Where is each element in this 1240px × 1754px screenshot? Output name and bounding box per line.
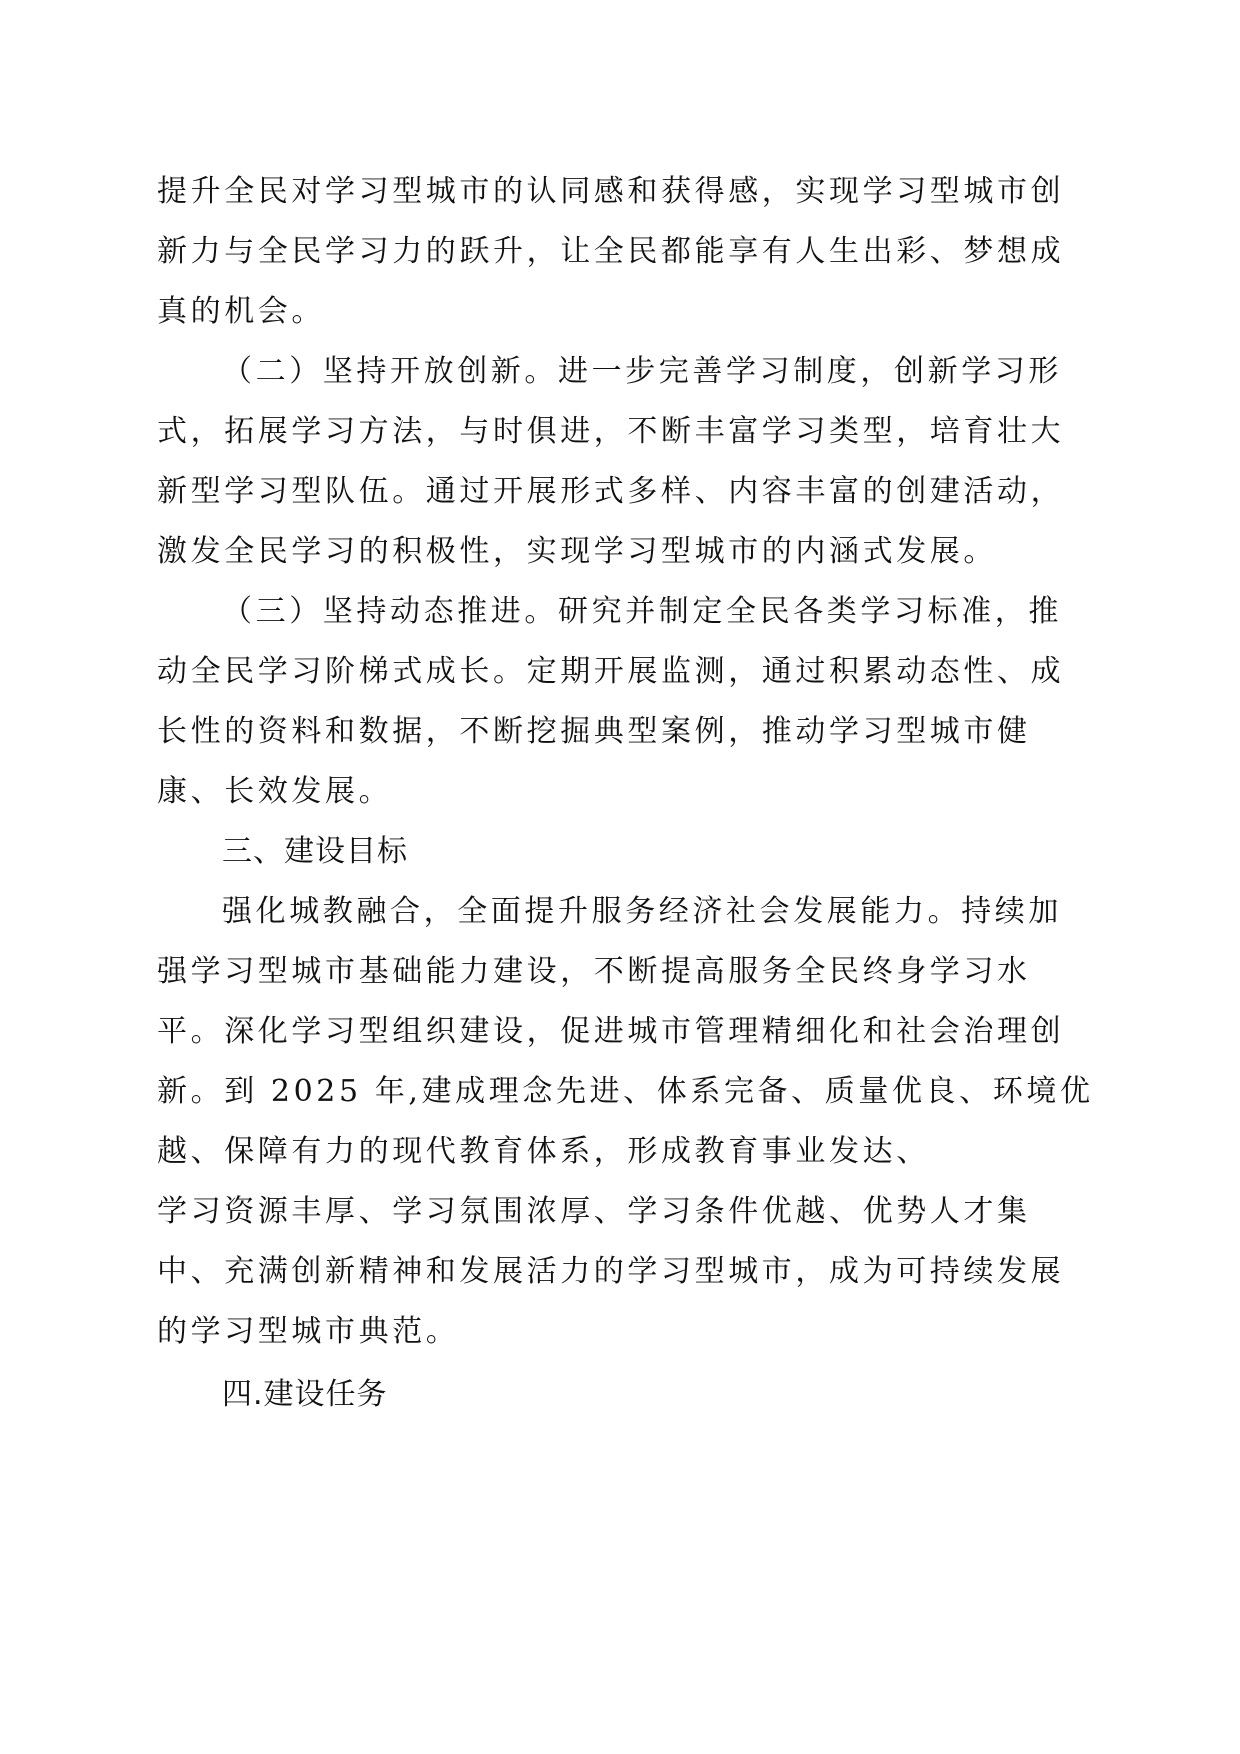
paragraph-2-line-1 (222, 352, 1062, 392)
paragraph-3-first-rest: 。研究并制定全民各类学习标准，推 (524, 594, 1063, 629)
section-heading-3: 三、建设目标 (222, 834, 408, 869)
paragraph-3-lead: （三）坚持动态推进 (222, 594, 525, 629)
paragraph-4-line-8: 的学习型城市典范。 (157, 1314, 460, 1349)
paragraph-3-line-2: 动全民学习阶梯式成长。定期开展监测，通过积累动态性、成 (157, 654, 1065, 689)
paragraph-4-line-1: 强化城教融合，全面提升服务经济社会发展能力。持续加 (222, 894, 1062, 929)
paragraph-3-line-3: 长性的资料和数据，不断挖掘典型案例，推动学习型城市健 (157, 714, 1031, 749)
paragraph-2-lead: （二）坚持开放创新 (222, 354, 525, 389)
paragraph-3-line-4: 康、长效发展。 (157, 774, 393, 809)
paragraph-2-first-rest: 。进一步完善学习制度，创新学习形 (524, 354, 1063, 389)
section-heading-4: 四.建设任务 (222, 1377, 388, 1412)
paragraph-4-line-6: 学习资源丰厚、学习氛围浓厚、学习条件优越、优势人才集 (157, 1194, 1031, 1229)
paragraph-1-line-3: 真的机会。 (157, 294, 325, 329)
paragraph-4-line-2: 强学习型城市基础能力建设，不断提高服务全民终身学习水 (157, 954, 1031, 989)
paragraph-4-line-3: 平。深化学习型组织建设，促进城市管理精细化和社会治理创 (157, 1014, 1065, 1049)
paragraph-1-line-2: 新力与全民学习力的跃升，让全民都能享有人生出彩、梦想成 (157, 234, 1065, 269)
paragraph-3-line-1 (222, 592, 1062, 632)
paragraph-4-line-5: 越、保障有力的现代教育体系，形成教育事业发达、 (157, 1134, 930, 1169)
paragraph-2-line-4: 激发全民学习的积极性，实现学习型城市的内涵式发展。 (157, 534, 997, 569)
paragraph-4-line-4: 新。到 2025 年,建成理念先进、体系完备、质量优良、环境优 (157, 1074, 1094, 1109)
paragraph-1-line-1: 提升全民对学习型城市的认同感和获得感，实现学习型城市创 (157, 174, 1065, 209)
paragraph-2-line-2: 式，拓展学习方法，与时俱进，不断丰富学习类型，培育壮大 (157, 414, 1065, 449)
paragraph-4-line-7: 中、充满创新精神和发展活力的学习型城市，成为可持续发展 (157, 1254, 1065, 1289)
paragraph-2-line-3: 新型学习型队伍。通过开展形式多样、内容丰富的创建活动， (157, 474, 1065, 509)
